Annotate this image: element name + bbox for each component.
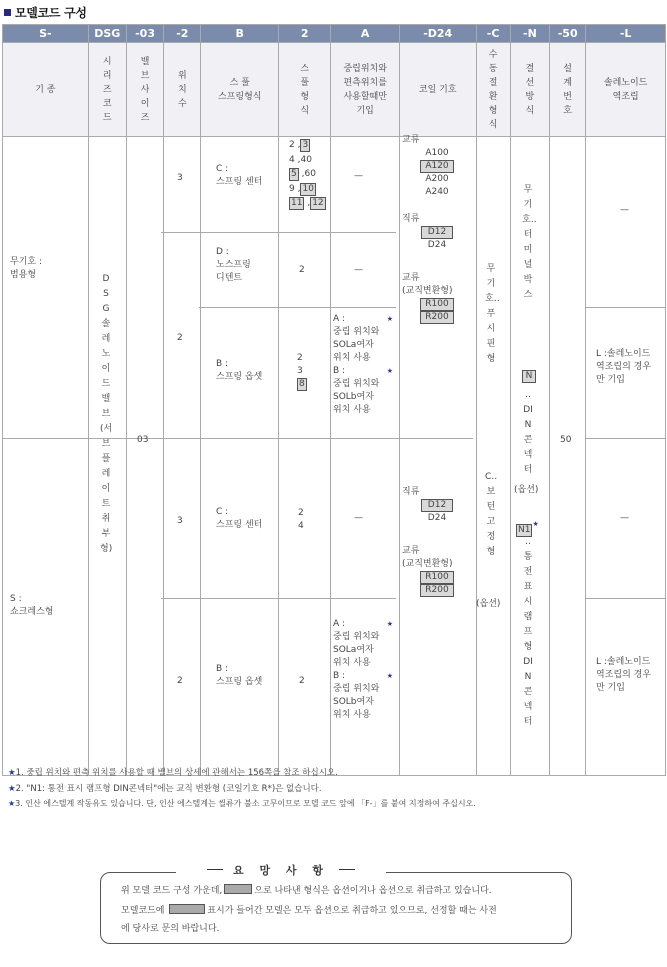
row-divider <box>586 598 666 599</box>
reverse-none-2: — <box>620 513 629 523</box>
valve-size: 03 <box>137 435 149 445</box>
title-bullet-icon <box>4 9 11 16</box>
row-divider <box>161 598 396 599</box>
spool-group-2: 2 <box>299 265 305 275</box>
neutral-options-2: A : ★ 중립 위치와 SOLa여자 위치 사용 B : ★ 중립 위치와 SOLb여자 위치 사용 <box>333 619 393 720</box>
title-dash-icon <box>207 869 223 870</box>
spring-offset-2: B : 스프링 옵셋 <box>216 664 263 687</box>
wiring-lamp-option: N1★ <box>518 520 539 535</box>
series-label: DSG솔레노이드밸브(서브플레이트취부형) <box>100 274 113 554</box>
body-cell <box>3 137 89 776</box>
header-neutral-side: 중립위치와 편측위치를 사용할때만 기입 <box>331 43 400 137</box>
reverse-note-2: L :솔레노이드 역조립의 경우 만 기입 <box>596 657 652 693</box>
footnote-1: ★1. 중립 위치와 편측 위치를 사용할 때 밸브의 상세에 관해서는 156쪽을 참조 하십시오. <box>8 768 338 778</box>
code-cell: -C <box>476 25 510 43</box>
request-line-2: 모델코드에 표시가 들어간 모델은 모두 옵션으로 취급하고 있으므로, 선정할 때는 사전 <box>121 906 497 916</box>
design-number: 50 <box>560 435 572 445</box>
spool-group-4: 2 4 <box>298 508 304 531</box>
row-divider <box>199 307 396 308</box>
code-cell: 2 <box>279 25 331 43</box>
row-divider <box>161 232 396 233</box>
desc-header-row <box>3 43 666 137</box>
manual-button-fixed: C‥보턴고정형 <box>485 472 498 557</box>
model-general: 무기호 : 범용형 <box>10 257 42 280</box>
header-wiring: 결선방식 <box>510 43 549 137</box>
request-line-1: 위 모델 코드 구성 가운데, 으로 나타낸 형식은 옵션이거나 옵션으로 취급하고 있습니다. <box>121 886 492 896</box>
row-divider <box>586 307 666 308</box>
positions-1: 3 <box>177 173 183 183</box>
header-coil: 코일 기호 <box>399 43 476 137</box>
header-spring-type: 스 풀 스프링형식 <box>201 43 279 137</box>
row-divider <box>586 438 666 439</box>
request-title: 요 망 사 항 <box>176 862 386 878</box>
code-cell: DSG <box>88 25 126 43</box>
request-box <box>100 872 572 944</box>
positions-3: 3 <box>177 516 183 526</box>
code-cell: S- <box>3 25 89 43</box>
spool-group-3: 2 3 8 <box>297 353 305 389</box>
wiring-din-option: N <box>512 370 546 383</box>
title-dash-icon <box>339 869 355 870</box>
request-line-3: 에 당사로 문의 바랍니다. <box>121 924 220 934</box>
header-valve-size: 밸브사이즈 <box>126 43 163 137</box>
wiring-option: (옵션) <box>514 485 539 495</box>
option-swatch-icon <box>224 884 252 894</box>
reverse-note-1: L :솔레노이드 역조립의 경우 만 기입 <box>596 349 652 385</box>
wiring-lamp-din: ‥통전표시램프형DIN콘넥터 <box>523 537 533 727</box>
code-cell: -03 <box>126 25 163 43</box>
code-cell: A <box>331 25 400 43</box>
coil-group-1: 교류 A100 A120 A200 A240 직류 D12 D24 교류 (교직변환형) R100 R200 <box>402 135 453 322</box>
wiring-terminal-box: 무기호‥터미널박스 <box>522 185 537 300</box>
neutral-none-2: — <box>354 265 363 275</box>
manual-push-pin: 무기호‥푸시핀형 <box>485 264 500 364</box>
header-model-type: 기 종 <box>3 43 89 137</box>
option-swatch-icon <box>169 904 205 914</box>
reverse-none-1: — <box>620 205 629 215</box>
code-cell: -D24 <box>399 25 476 43</box>
footnote-2: ★2. "N1: 통전 표시 램프형 DIN콘넥터"에는 교직 변환형 (코일기호 R*)은 없습니다. <box>8 784 322 794</box>
neutral-none-1: — <box>354 171 363 181</box>
header-series: 시리즈코드 <box>88 43 126 137</box>
row-divider <box>161 438 473 439</box>
header-reverse: 솔레노이드 역조립 <box>586 43 666 137</box>
footnote-3: ★3. 인산 에스텔계 작동유도 있습니다. 단, 인산 에스텔계는 씰류가 불소 고무이므로 모델 코드 앞에 「F-」를 붙여 지정하여 주십시오. <box>8 799 476 808</box>
code-cell: -N <box>510 25 549 43</box>
spring-center-1: C : 스프링 센터 <box>216 164 263 187</box>
manual-option: (옵션) <box>476 599 501 609</box>
neutral-none-3: — <box>354 513 363 523</box>
code-header-row <box>3 25 666 43</box>
code-cell: -2 <box>164 25 201 43</box>
header-design-no: 설계번호 <box>550 43 586 137</box>
positions-4: 2 <box>177 676 183 686</box>
spring-center-2: C : 스프링 센터 <box>216 507 263 530</box>
wiring-din: ‥DIN콘넥터 <box>523 390 533 475</box>
page-title: 모델코드 구성 <box>4 4 87 21</box>
header-positions: 위치수 <box>164 43 201 137</box>
positions-2: 2 <box>177 333 183 343</box>
code-cell: -L <box>586 25 666 43</box>
spool-group-5: 2 <box>299 676 305 686</box>
code-cell: -50 <box>550 25 586 43</box>
model-shockless: S : 쇼크레스형 <box>10 594 54 617</box>
spool-group-1: 2 , 3 4 ,40 5 ,60 9 , 10 11 , 12 <box>289 140 324 208</box>
no-spring-detent: D : 노스프링 디텐트 <box>216 247 251 283</box>
header-spool-type: 스풀형식 <box>279 43 331 137</box>
header-manual-override: 수동절환형식 <box>476 43 510 137</box>
neutral-options-1: A : ★ 중립 위치와 SOLa여자 위치 사용 B : ★ 중립 위치와 SOLb여자 위치 사용 <box>333 314 393 415</box>
coil-group-2: 직류 D12 D24 교류 (교직변환형) R100 R200 <box>402 487 453 595</box>
spring-offset-1: B : 스프링 옵셋 <box>216 359 263 382</box>
code-cell: B <box>201 25 279 43</box>
